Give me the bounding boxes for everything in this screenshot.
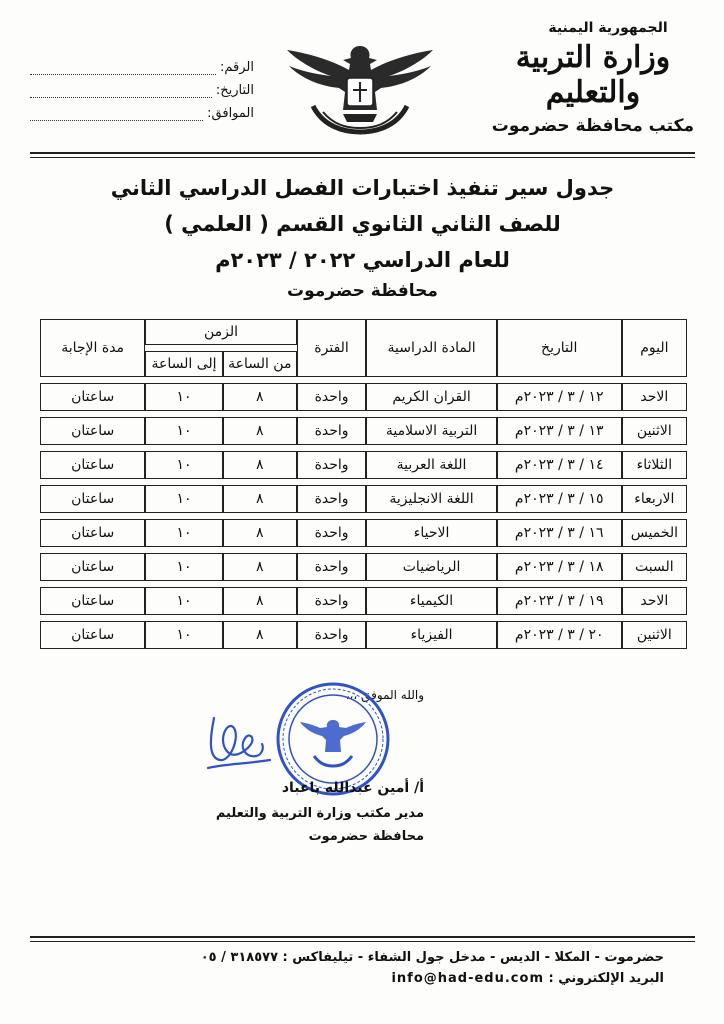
ref-date-row: التاريخ : xyxy=(30,75,254,98)
cell-date: ١٦ / ٣ / ٢٠٢٣م xyxy=(497,519,622,547)
cell-to: ١٠ xyxy=(145,553,223,581)
header-from: من الساعة xyxy=(223,351,297,377)
table-row xyxy=(40,553,687,581)
table-row xyxy=(40,451,687,479)
table-row xyxy=(40,519,687,547)
cell-day: الاثنين xyxy=(622,417,687,445)
signer-governorate: محافظة حضرموت xyxy=(308,829,424,844)
cell-subject: الكيمياء xyxy=(366,587,496,615)
header-duration: مدة الإجابة xyxy=(40,319,145,377)
signer-role: مدير مكتب وزارة التربية والتعليم xyxy=(215,806,424,821)
title-line-4: محافظة حضرموت xyxy=(287,281,438,301)
cell-to: ١٠ xyxy=(145,417,223,445)
ref-date-label: التاريخ xyxy=(220,83,254,98)
title-line-3: للعام الدراسي ٢٠٢٢ / ٢٠٢٣م xyxy=(215,248,510,272)
cell-period: واحدة xyxy=(297,417,367,445)
footer-email-line xyxy=(201,971,664,986)
ref-number-label: الرقم xyxy=(224,60,254,75)
cell-period: واحدة xyxy=(297,621,367,649)
cell-subject: اللغة العربية xyxy=(366,451,496,479)
cell-day: السبت xyxy=(622,553,687,581)
cell-from: ٨ xyxy=(223,621,297,649)
cell-duration: ساعتان xyxy=(40,417,145,445)
table-header-row xyxy=(40,319,687,345)
ministry-header xyxy=(488,20,698,136)
cell-to: ١٠ xyxy=(145,485,223,513)
cell-date: ١٢ / ٣ / ٢٠٢٣م xyxy=(497,383,622,411)
ref-date-line xyxy=(30,87,212,98)
document-titles xyxy=(60,170,665,304)
cell-period: واحدة xyxy=(297,519,367,547)
cell-date: ٢٠ / ٣ / ٢٠٢٣م xyxy=(497,621,622,649)
cell-subject: القران الكريم xyxy=(366,383,496,411)
cell-to: ١٠ xyxy=(145,519,223,547)
header-subject: المادة الدراسية xyxy=(366,319,496,377)
signer-name: أ/ أمين عبدالله باعباد xyxy=(281,780,424,796)
cell-duration: ساعتان xyxy=(40,451,145,479)
title-line-1: جدول سير تنفيذ اختبارات الفصل الدراسي الثاني xyxy=(110,176,615,200)
cell-from: ٨ xyxy=(223,417,297,445)
cell-day: الاحد xyxy=(622,383,687,411)
cell-period: واحدة xyxy=(297,485,367,513)
cell-duration: ساعتان xyxy=(40,621,145,649)
cell-duration: ساعتان xyxy=(40,383,145,411)
cell-day: الاربعاء xyxy=(622,485,687,513)
table-row xyxy=(40,383,687,411)
footer-email-label: البريد الإلكتروني : xyxy=(548,971,664,986)
cell-to: ١٠ xyxy=(145,383,223,411)
cell-to: ١٠ xyxy=(145,451,223,479)
cell-date: ١٨ / ٣ / ٢٠٢٣م xyxy=(497,553,622,581)
cell-from: ٨ xyxy=(223,451,297,479)
cell-day: الاثنين xyxy=(622,621,687,649)
footer-address: حضرموت - المكلا - الديس - مدخل جول الشفاء - تيليفاكس : ٣١٨٥٧٧ / ٠٥ xyxy=(200,950,664,965)
cell-from: ٨ xyxy=(223,383,297,411)
ref-corresponding-label: الموافق xyxy=(211,106,254,121)
cell-duration: ساعتان xyxy=(40,485,145,513)
header-divider-thin xyxy=(30,157,695,158)
cell-period: واحدة xyxy=(297,553,367,581)
table-row xyxy=(40,587,687,615)
cell-duration: ساعتان xyxy=(40,553,145,581)
yemen-eagle-emblem-icon xyxy=(283,40,438,140)
signer-block xyxy=(216,780,424,844)
signature-mark-icon xyxy=(200,698,280,788)
header-date: التاريخ xyxy=(497,319,622,377)
ref-corresponding-line xyxy=(30,110,203,121)
cell-date: ١٣ / ٣ / ٢٠٢٣م xyxy=(497,417,622,445)
office-name: مكتب محافظة حضرموت xyxy=(491,116,694,136)
title-line-2: للصف الثاني الثانوي القسم ( العلمي ) xyxy=(164,212,561,236)
footer-contact xyxy=(201,950,664,986)
cell-subject: الاحياء xyxy=(366,519,496,547)
cell-date: ١٩ / ٣ / ٢٠٢٣م xyxy=(497,587,622,615)
cell-date: ١٥ / ٣ / ٢٠٢٣م xyxy=(497,485,622,513)
header-divider xyxy=(30,152,695,154)
cell-to: ١٠ xyxy=(145,621,223,649)
cell-to: ١٠ xyxy=(145,587,223,615)
cell-subject: التربية الاسلامية xyxy=(366,417,496,445)
cell-period: واحدة xyxy=(297,451,367,479)
ministry-name: وزارة التربية والتعليم xyxy=(515,40,671,110)
table-row xyxy=(40,621,687,649)
cell-day: الخميس xyxy=(622,519,687,547)
reference-fields xyxy=(30,52,254,121)
footer-divider xyxy=(30,936,695,938)
cell-duration: ساعتان xyxy=(40,519,145,547)
cell-subject: اللغة الانجليزية xyxy=(366,485,496,513)
table-row xyxy=(40,485,687,513)
cell-duration: ساعتان xyxy=(40,587,145,615)
cell-from: ٨ xyxy=(223,519,297,547)
cell-date: ١٤ / ٣ / ٢٠٢٣م xyxy=(497,451,622,479)
cell-period: واحدة xyxy=(297,587,367,615)
header-period: الفترة xyxy=(297,319,367,377)
ref-corresponding-row: الموافق : xyxy=(30,98,254,121)
cell-day: الاحد xyxy=(622,587,687,615)
header-time: الزمن xyxy=(145,319,296,345)
cell-from: ٨ xyxy=(223,485,297,513)
footer-divider-thin xyxy=(30,941,695,942)
cell-from: ٨ xyxy=(223,553,297,581)
cell-subject: الرياضيات xyxy=(366,553,496,581)
cell-from: ٨ xyxy=(223,587,297,615)
ref-number-row: الرقم : xyxy=(30,52,254,75)
ref-number-line xyxy=(30,64,216,75)
cell-day: الثلاثاء xyxy=(622,451,687,479)
header-day: اليوم xyxy=(622,319,687,377)
header-to: إلى الساعة xyxy=(145,351,223,377)
cell-subject: الفيزياء xyxy=(366,621,496,649)
exam-schedule-table xyxy=(40,313,687,655)
closing-text: والله الموفق ،،، xyxy=(345,688,424,702)
table-row xyxy=(40,417,687,445)
cell-period: واحدة xyxy=(297,383,367,411)
footer-email-link[interactable]: info@had-edu.com xyxy=(391,971,544,986)
republic-name: الجمهورية اليمنية xyxy=(548,20,668,36)
